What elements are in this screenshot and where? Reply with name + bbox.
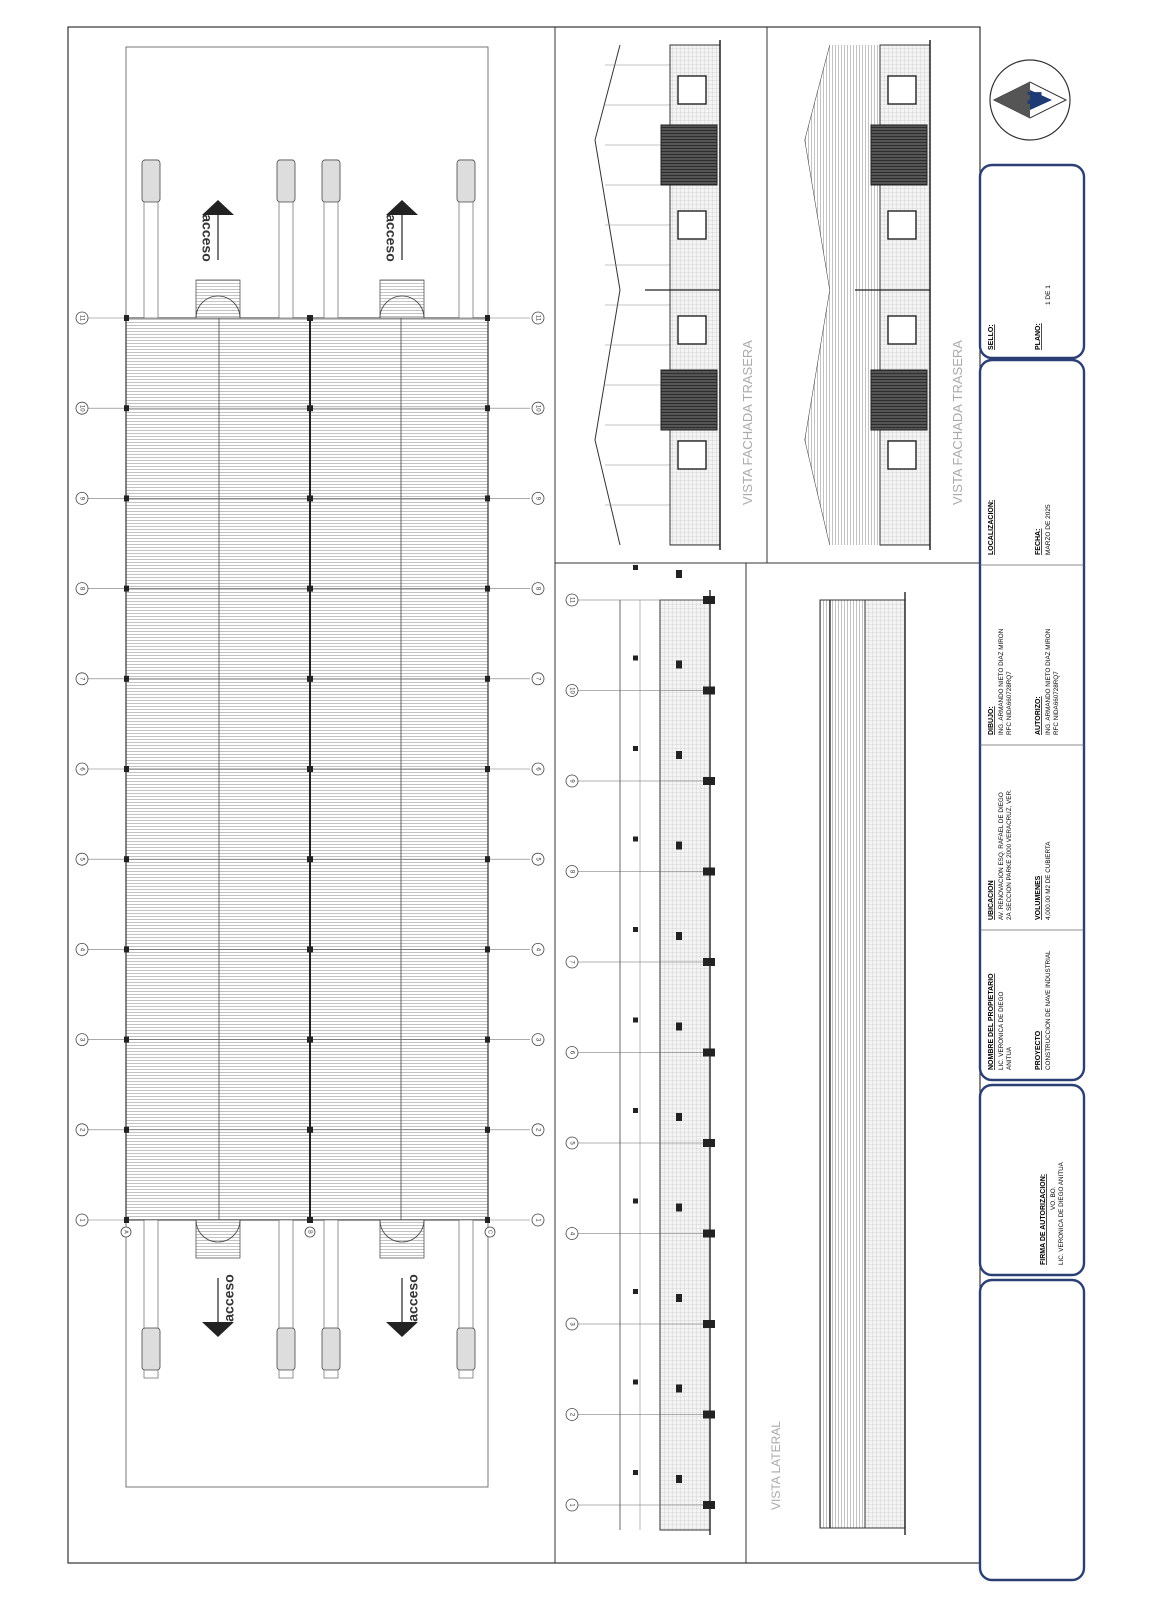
grid-label-left: 4 — [78, 947, 85, 952]
authorized-line1: ING. ARMANDO NIETO DIAZ MIRON — [1045, 628, 1052, 735]
grid-label-right: 11 — [534, 314, 541, 322]
column-left — [124, 676, 129, 682]
grid-label-left: 9 — [78, 496, 85, 501]
project-label: PROYECTO — [1035, 1030, 1042, 1070]
column-center — [307, 856, 313, 862]
roll-up-door — [661, 370, 717, 430]
grid-label-left: 7 — [78, 677, 85, 681]
side-column — [703, 1139, 715, 1147]
column-left — [124, 1217, 129, 1223]
column-right — [485, 946, 490, 952]
side-fixture — [633, 1289, 638, 1294]
location-line2: 2A SECCION PARKE 2000 VERACRUZ, VER. — [1006, 789, 1013, 920]
side-fixture — [633, 746, 638, 751]
column-right — [485, 405, 490, 411]
access-arrow-icon — [202, 200, 234, 215]
grid-label-right: 4 — [534, 947, 541, 952]
grid-label-right: 9 — [534, 496, 541, 501]
column-center — [307, 495, 313, 501]
project-value: CONSTRUCCION DE NAVE INDUSTRIAL — [1045, 950, 1052, 1070]
grid-label-right: 2 — [534, 1128, 541, 1132]
grid-label-right: 5 — [534, 857, 541, 861]
sheet-value: 1 DE 1 — [1045, 285, 1052, 305]
column-left — [124, 586, 129, 592]
column-right — [485, 495, 490, 501]
side-fixture — [633, 565, 638, 570]
side-views — [566, 565, 905, 1535]
side-grid-label: 7 — [568, 960, 575, 964]
site-plan — [76, 47, 544, 1487]
side-grid-label: 2 — [568, 1412, 575, 1417]
access-label: acceso — [220, 1274, 237, 1322]
column-right — [485, 676, 490, 682]
grid-label-left: 6 — [78, 767, 85, 771]
authorized-line2: RFC NIDA660728RQ7 — [1053, 671, 1060, 735]
side-grid-label: 6 — [568, 1050, 575, 1055]
grid-label-left: 11 — [78, 314, 85, 322]
grid-label-left: 1 — [78, 1218, 85, 1222]
roll-up-door — [661, 125, 717, 185]
side-fixture — [633, 1380, 638, 1385]
side-fixture — [676, 1023, 682, 1031]
side-fixture — [676, 1385, 682, 1393]
side-grid-label: 1 — [568, 1503, 575, 1507]
north-arrow — [990, 60, 1070, 140]
grid-label-left: 2 — [78, 1128, 85, 1132]
roll-up-door — [871, 125, 927, 185]
access-ramp — [380, 1220, 424, 1258]
sheet-label: PLANO: — [1035, 323, 1042, 350]
owner-line1: LIC. VERONICA DE DIEGO — [998, 991, 1005, 1070]
main-info-box — [980, 360, 1084, 1080]
side-grid-label: 11 — [568, 596, 575, 604]
facade-window — [678, 316, 706, 344]
side-column — [703, 958, 715, 966]
facade-cladding — [805, 45, 880, 545]
grid-label-left: 10 — [78, 404, 85, 412]
column-right — [485, 766, 490, 772]
axis-label: C — [486, 1230, 493, 1234]
date-value: MARZO DE 2025 — [1045, 504, 1052, 555]
side-fixture — [676, 1113, 682, 1121]
side-grid-label: 10 — [568, 687, 575, 694]
axis-label: A — [122, 1230, 129, 1234]
side-fixture — [676, 932, 682, 940]
authorized-label: AUTORIZO: — [1035, 696, 1042, 735]
side-fixture — [676, 570, 682, 578]
seal-box — [980, 165, 1084, 358]
title-block — [980, 165, 1084, 1580]
side-fixture — [633, 656, 638, 661]
column-center — [307, 315, 313, 321]
drawing-line2: RFC NIDA660728RQ7 — [1006, 671, 1013, 735]
side-fixture — [676, 751, 682, 759]
owner-label: NOMBRE DEL PROPIETARIO — [988, 973, 995, 1070]
location-line1: AV. RENOVACION ESQ. RAFAEL DE DIEGO — [998, 792, 1005, 920]
facade-window — [888, 316, 916, 344]
car-icon — [322, 1328, 340, 1370]
column-left — [124, 856, 129, 862]
facade-window — [678, 211, 706, 239]
column-left — [124, 1127, 129, 1133]
grid-label-right: 10 — [534, 404, 541, 412]
side-fixture — [676, 1475, 682, 1483]
side-column — [703, 1230, 715, 1238]
access-ramp — [196, 280, 240, 318]
facade-window — [888, 441, 916, 469]
access-label: acceso — [404, 1274, 421, 1322]
column-right — [485, 1037, 490, 1043]
access-ramp — [380, 280, 424, 318]
side-fixture — [633, 1018, 638, 1023]
column-right — [485, 1217, 490, 1223]
column-center — [307, 1127, 313, 1133]
facade-window — [678, 76, 706, 104]
side-column — [703, 1049, 715, 1057]
side-grid-label: 9 — [568, 779, 575, 783]
side-fixture — [633, 837, 638, 842]
access-label: acceso — [199, 214, 216, 262]
column-left — [124, 946, 129, 952]
side-grid-label: 3 — [568, 1322, 575, 1326]
grid-label-right: 1 — [534, 1218, 541, 1222]
car-icon — [142, 1328, 160, 1370]
side-grid-label: 5 — [568, 1141, 575, 1145]
column-center — [307, 1037, 313, 1043]
drawing-label: DIBUJO: — [988, 706, 995, 735]
side-fixture — [676, 661, 682, 669]
access-ramp — [196, 1220, 240, 1258]
column-center — [307, 405, 313, 411]
access-arrow-icon — [202, 1322, 234, 1337]
column-right — [485, 1127, 490, 1133]
car-icon — [322, 160, 340, 202]
side-grid-label: 8 — [568, 869, 575, 874]
north-letter: N — [1024, 90, 1047, 106]
facade-wall — [880, 45, 930, 545]
volumes-value: 4,000.00 M2 DE CUBIERTA — [1045, 841, 1052, 920]
volumes-label: VOLUMENES — [1035, 875, 1042, 920]
facade-window — [888, 76, 916, 104]
grid-label-right: 7 — [534, 677, 541, 681]
column-left — [124, 405, 129, 411]
car-icon — [457, 160, 475, 202]
car-icon — [142, 160, 160, 202]
firma-line1: VO. BO. — [1050, 1186, 1057, 1210]
grid-label-right: 6 — [534, 767, 541, 771]
localization-label: LOCALIZACION: — [988, 499, 995, 555]
rear-facade-label-1: VISTA FACHADA TRASERA — [740, 340, 755, 505]
column-center — [307, 946, 313, 952]
grid-label-left: 5 — [78, 857, 85, 861]
facade-window — [888, 211, 916, 239]
grid-label-right: 8 — [534, 586, 541, 591]
side-fixture — [633, 1470, 638, 1475]
grid-label-left: 3 — [78, 1037, 85, 1042]
car-icon — [457, 1328, 475, 1370]
side-fixture — [633, 1108, 638, 1113]
drawing-line1: ING. ARMANDO NIETO DIAZ MIRON — [998, 628, 1005, 735]
roof-profile — [595, 45, 620, 545]
access-label: acceso — [383, 214, 400, 262]
access-arrow-icon — [386, 200, 418, 215]
side-column — [703, 1411, 715, 1419]
grid-label-right: 3 — [534, 1037, 541, 1042]
side-column — [703, 596, 715, 604]
side-view-label: VISTA LATERAL — [769, 1421, 783, 1510]
car-icon — [277, 1328, 295, 1370]
owner-line2: ANITUA — [1006, 1046, 1013, 1070]
column-center — [307, 676, 313, 682]
column-center — [307, 586, 313, 592]
location-label: UBICACION — [988, 880, 995, 920]
facade-window — [678, 441, 706, 469]
access-arrow-icon — [386, 1322, 418, 1337]
column-left — [124, 766, 129, 772]
firma-line2: LIC. VERONICA DE DIEGO ANITUA — [1058, 1162, 1065, 1265]
side-fixture — [676, 1204, 682, 1212]
column-left — [124, 1037, 129, 1043]
column-left — [124, 315, 129, 321]
seal-label: SELLO: — [988, 324, 995, 350]
side-column — [703, 1501, 715, 1509]
column-right — [485, 315, 490, 321]
column-left — [124, 495, 129, 501]
column-center — [307, 1217, 313, 1223]
axis-label: B — [306, 1230, 313, 1234]
side-column — [703, 777, 715, 785]
grid-label-left: 8 — [78, 586, 85, 591]
rear-facades — [595, 40, 930, 550]
side-column — [703, 687, 715, 695]
side-fixture — [633, 927, 638, 932]
column-right — [485, 586, 490, 592]
date-label: FECHA: — [1035, 528, 1042, 555]
facade-wall — [670, 45, 720, 545]
side-grid-label: 4 — [568, 1231, 575, 1236]
side-wall — [660, 600, 710, 1530]
rear-facade-label-2: VISTA FACHADA TRASERA — [950, 340, 965, 505]
side-column — [703, 1320, 715, 1328]
roll-up-door — [871, 370, 927, 430]
side-fixture — [633, 1199, 638, 1204]
blank-box — [980, 1280, 1084, 1580]
column-right — [485, 856, 490, 862]
car-icon — [277, 160, 295, 202]
side-column — [703, 868, 715, 876]
side-roof-cladding — [820, 600, 865, 1528]
side-wall-cladding — [865, 600, 905, 1528]
side-fixture — [676, 842, 682, 850]
firma-label: FIRMA DE AUTORIZACION: — [1040, 1173, 1047, 1265]
side-fixture — [676, 1294, 682, 1302]
authorization-box — [980, 1085, 1084, 1275]
column-center — [307, 766, 313, 772]
